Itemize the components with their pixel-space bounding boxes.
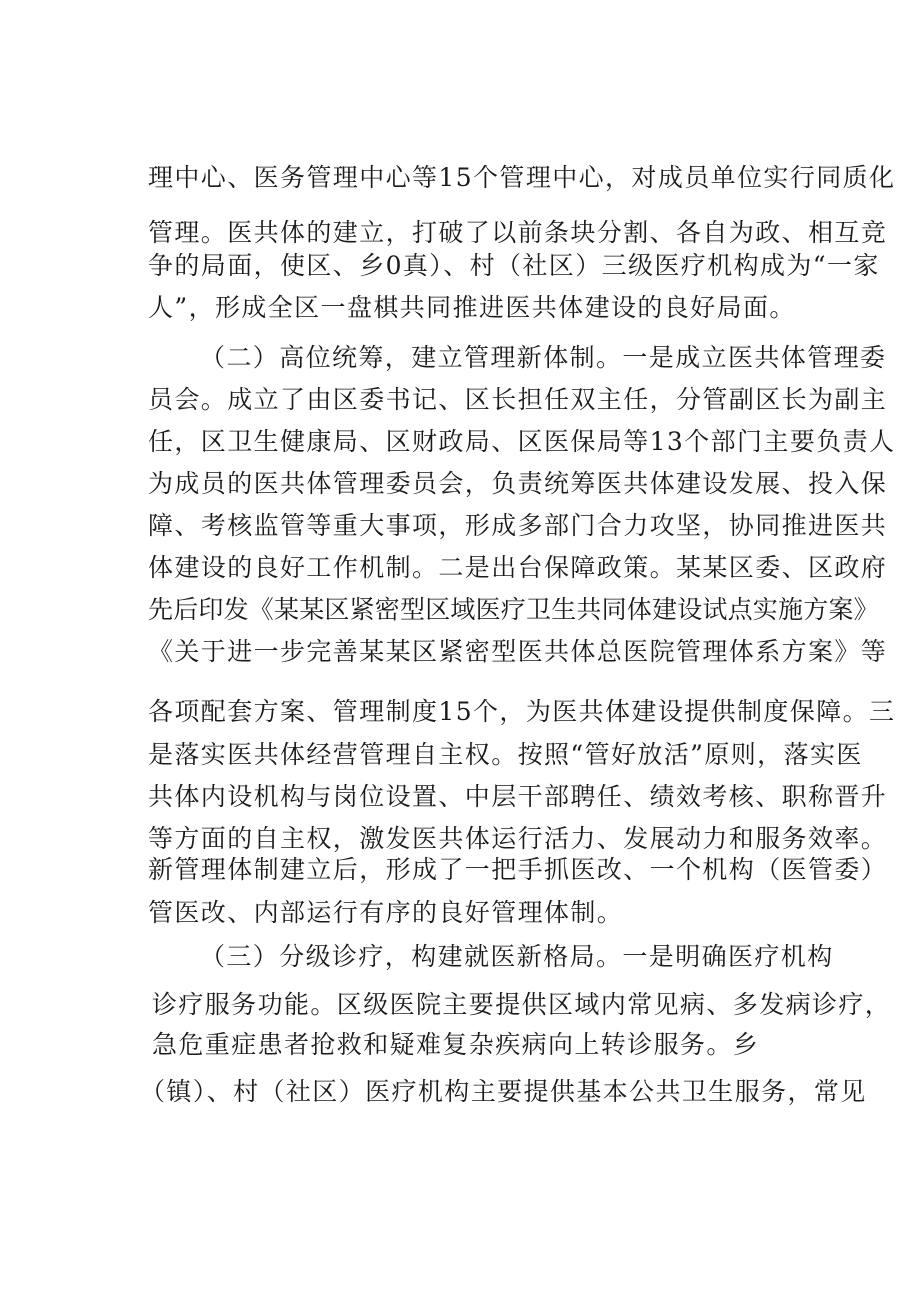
text-line: 先后印发《某某区紧密型区域医疗卫生共同体建设试点实施方案》 — [148, 595, 879, 624]
text-line: 急危重症患者抢救和疑难复杂疾病向上转诊服务。乡 — [152, 1030, 760, 1059]
text-line: 员会。成立了由区委书记、区长担任双主任，分管副区长为副主 — [148, 385, 888, 414]
paragraph-heading-2: （二）高位统筹，建立管理新体制。一是成立医共体管理委 — [200, 343, 887, 372]
text-line: 障、考核监管等重大事项，形成多部门合力攻坚，协同推进医共 — [148, 511, 888, 540]
text-line: 任，区卫生健康局、区财政局、区医保局等13个部门主要负责人 — [148, 427, 896, 456]
text-line: 《关于进一步完善某某区紧密型医共体总医院管理体系方案》等 — [148, 637, 888, 666]
text-line: 诊疗服务功能。区级医院主要提供区域内常见病、多发病诊疗， — [152, 990, 892, 1019]
text-line: 各项配套方案、管理制度15个，为医共体建设提供制度保障。三 — [148, 697, 896, 726]
text-line: 共体内设机构与岗位设置、中层干部聘任、绩效考核、职称晋升 — [148, 782, 888, 811]
text-line: 理中心、医务管理中心等15个管理中心，对成员单位实行同质化 — [148, 163, 896, 192]
text-line: （镇）、村（社区）医疗机构主要提供基本公共卫生服务，常见 — [140, 1077, 867, 1106]
text-line: 体建设的良好工作机制。二是出台保障政策。某某区委、区政府 — [148, 553, 888, 582]
text-line: 等方面的自主权，激发医共体运行活力、发展动力和服务效率。 — [148, 824, 888, 853]
text-line: 争的局面，使区、乡0真）、村（社区）三级医疗机构成为“一家 — [148, 251, 880, 280]
text-line: 为成员的医共体管理委员会，负责统筹医共体建设发展、投入保 — [148, 469, 888, 498]
text-line: 是落实医共体经营管理自主权。按照“管好放活”原则，落实医 — [148, 740, 863, 769]
paragraph-heading-3: （三）分级诊疗，构建就医新格局。一是明确医疗机构 — [200, 942, 834, 971]
text-line: 管理。医共体的建立，打破了以前条块分割、各自为政、相互竞 — [148, 218, 888, 247]
text-line: 新管理体制建立后，形成了一把手抓医改、一个机构（医管委） — [148, 855, 888, 884]
text-line: 人”，形成全区一盘棋共同推进医共体建设的良好局面。 — [148, 293, 796, 322]
text-line: 管医改、内部运行有序的良好管理体制。 — [148, 898, 624, 927]
